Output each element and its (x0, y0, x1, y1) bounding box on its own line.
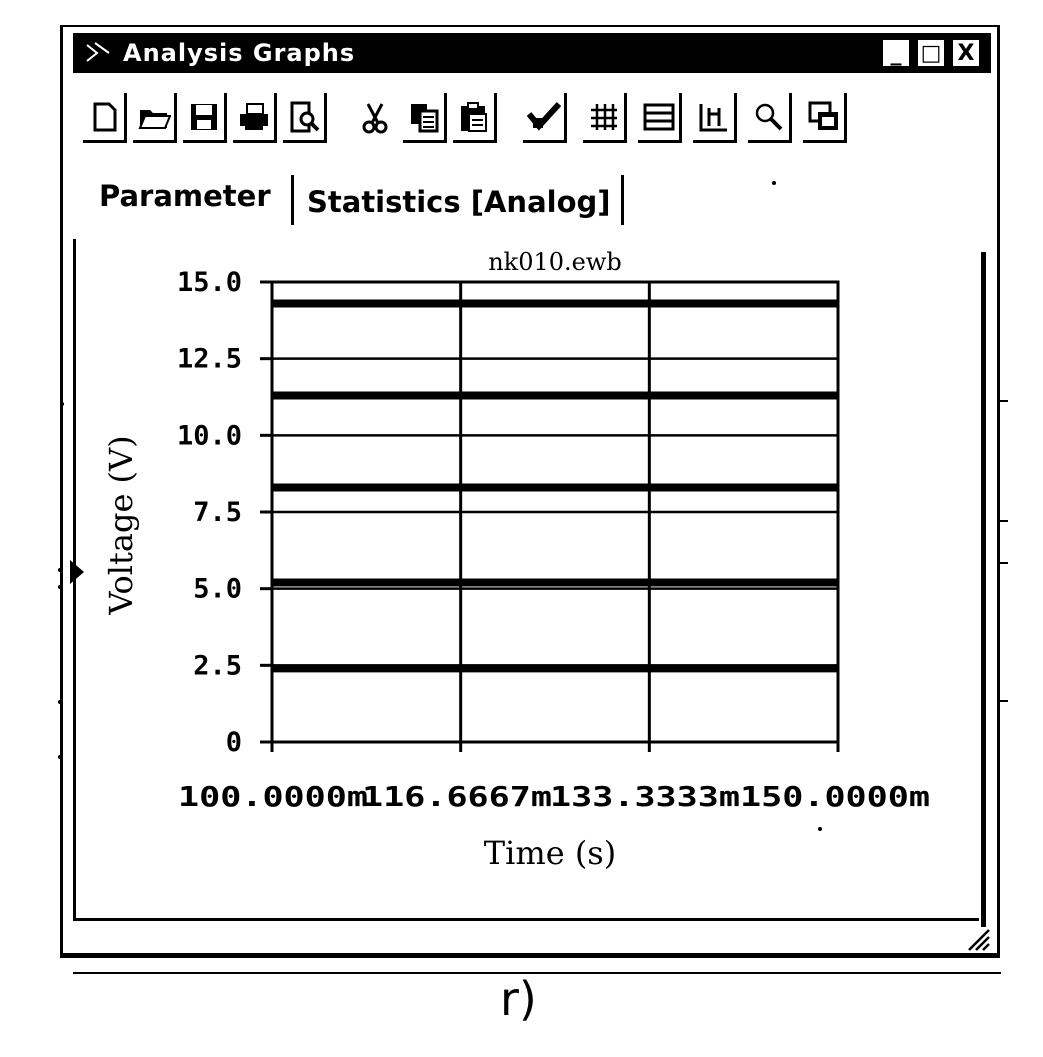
scan-speck (772, 181, 776, 185)
side-tick (1000, 562, 1008, 564)
minimize-button[interactable]: _ (881, 38, 911, 68)
chart-title: nk010.ewb (488, 248, 622, 276)
x-tick-label: 150.0000m (740, 780, 930, 813)
x-tick-label: 100.0000m (178, 780, 368, 813)
y-tick-label: 7.5 (193, 497, 242, 528)
maximize-button[interactable]: □ (916, 38, 946, 68)
y-axis-label: Voltage (V) (102, 435, 140, 615)
y-tick-label: 10.0 (176, 420, 242, 452)
close-button[interactable]: X (951, 38, 981, 68)
y-tick-label: 2.5 (193, 650, 242, 682)
window-title: Analysis Graphs (123, 39, 356, 67)
figure-caption: r) (500, 972, 537, 1026)
scan-speck (58, 755, 62, 759)
tab-parameter[interactable]: Parameter (99, 179, 271, 213)
side-tick (1000, 400, 1008, 402)
side-tick (1000, 520, 1008, 522)
x-axis-label: Time (s) (483, 834, 617, 872)
x-tick-label: 133.3333m (550, 780, 740, 813)
tab-statistics-analog[interactable]: Statistics [Analog] (307, 185, 611, 219)
scan-speck (58, 568, 62, 572)
scan-speck (58, 700, 62, 704)
y-tick-label: 0 (225, 727, 242, 758)
y-tick-label: 5.0 (193, 573, 242, 605)
side-tick (1000, 700, 1008, 702)
y-tick-label: 15.0 (176, 267, 242, 298)
y-tick-label: 12.5 (176, 343, 242, 375)
x-tick-label: 116.6667m (362, 780, 552, 813)
scan-speck (58, 585, 62, 589)
panel-splitter-arrow-icon[interactable] (68, 558, 88, 586)
scan-speck (60, 402, 64, 406)
scan-speck (818, 827, 822, 831)
